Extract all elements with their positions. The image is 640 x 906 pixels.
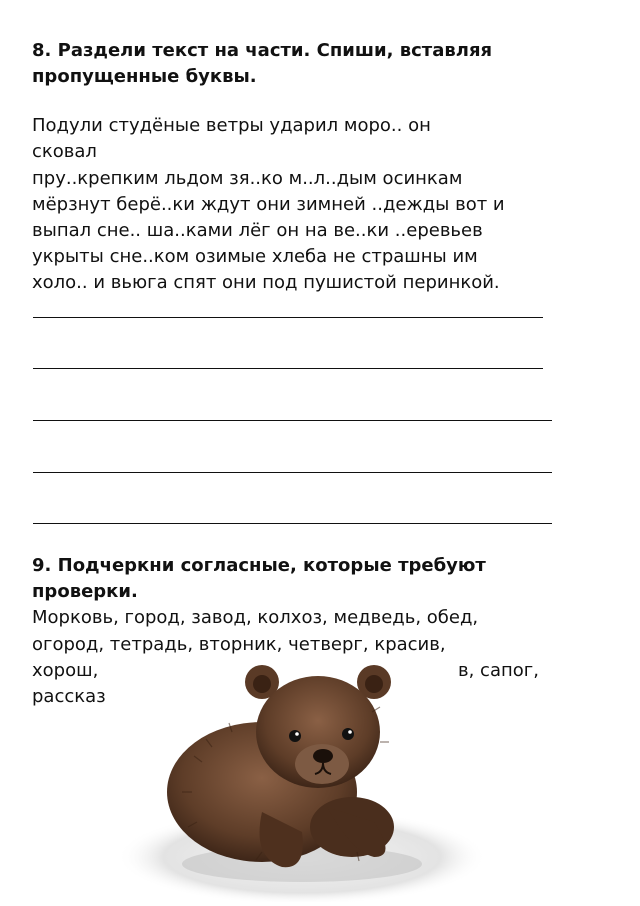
task8-text-line: Подули студёные ветры ударил моро.. он [32,115,431,136]
answer-line-5[interactable] [33,523,552,524]
task9-heading-line1: 9. Подчеркни согласные, которые требуют [32,555,486,576]
task8-text-line: мёрзнут берё..ки ждут они зимней ..дежды вот и [32,194,505,215]
bear-eye-right [342,728,354,740]
task9-words-line: огород, тетрадь, вторник, четверг, красив, [32,634,446,655]
answer-line-2[interactable] [33,368,543,369]
task9-heading-line2: проверки. [32,581,138,602]
bear-cub-illustration [112,652,482,902]
task8-heading-line2: пропущенные буквы. [32,66,257,87]
task8-text-line: укрыты сне..ком озимые хлеба не страшны им [32,246,478,267]
task9-words-line-left: хорош, [32,660,99,681]
task8-text-line: сковал [32,141,97,162]
task9-words-line: Морковь, город, завод, колхоз, медведь, обед, [32,607,479,628]
answer-line-4[interactable] [33,472,552,473]
task8-text-line: пру..крепким льдом зя..ко м..л..дым осинкам [32,168,463,189]
task9-words-line: рассказ [32,686,106,707]
answer-line-3[interactable] [33,420,552,421]
task8-text-line: холо.. и вьюга спят они под пушистой перинкой. [32,272,500,293]
bear-eye-left [289,730,301,742]
task8-heading-line1: 8. Раздели текст на части. Спиши, вставляя [32,40,493,61]
task8-text-line: выпал сне.. ша..ками лёг он на ве..ки ..еревьев [32,220,483,241]
task9-words-line-right: в, сапог, [458,660,539,681]
bear-nose [313,749,333,763]
answer-line-1[interactable] [33,317,543,318]
